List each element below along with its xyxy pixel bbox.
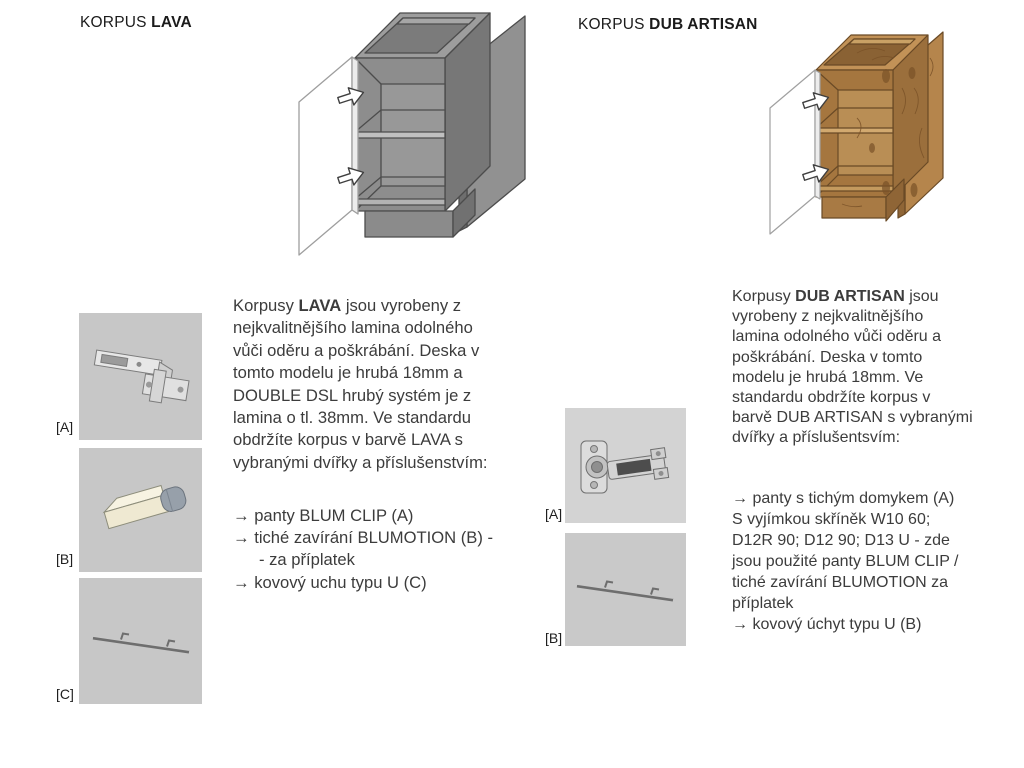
blumotion-damper-icon	[79, 448, 202, 572]
left-bullet-2-cont: - za příplatek	[259, 550, 355, 570]
right-bullet-list	[732, 488, 959, 635]
lava-open-door	[299, 57, 358, 255]
left-bullet-3: → kovový uchu typu U (C)	[233, 572, 427, 592]
right-description	[732, 287, 973, 449]
left-desc-line-2: nejkvalitnějšího lamina odolného	[233, 318, 473, 338]
left-bullet-2: → tiché zavírání BLUMOTION (B) -	[233, 528, 494, 548]
left-desc-post: jsou vyrobeny z	[341, 296, 462, 315]
right-title-bold: DUB ARTISAN	[649, 16, 758, 33]
right-desc-line-3: lamina odolného vůči oděru a	[732, 328, 942, 346]
right-desc-line-1	[732, 287, 973, 307]
dub-cabinet-body	[770, 32, 943, 234]
blum-clip-hinge-icon	[79, 313, 202, 440]
right-hardware-b-image	[565, 533, 686, 646]
right-bullet-1-cont-5: příplatek	[732, 595, 794, 612]
left-bullet-list	[233, 505, 493, 594]
left-hardware-b-label: [B]	[56, 551, 74, 567]
left-hardware-a-image	[79, 313, 202, 440]
right-desc-bold: DUB ARTISAN	[795, 288, 905, 305]
right-bullet-2: → kovový úchyt typu U (B)	[732, 616, 922, 633]
right-hardware-b-label: [B]	[545, 630, 563, 646]
right-desc-line-6: standardu obdržíte korpus v	[732, 389, 931, 407]
left-desc-line-5: DOUBLE DSL hrubý systém je z	[233, 385, 472, 405]
right-hardware-a-label: [A]	[545, 506, 563, 522]
metal-u-handle-icon	[565, 533, 686, 646]
left-title-bold: LAVA	[151, 14, 192, 31]
right-desc-line-4: poškrábání. Deska v tomto	[732, 348, 923, 366]
left-hardware-a-label: [A]	[56, 419, 74, 435]
left-description	[233, 295, 488, 474]
left-desc-line-1	[233, 295, 488, 317]
right-desc-pre: Korpusy	[732, 288, 796, 305]
lava-cabinet-body	[299, 13, 525, 255]
right-desc-line-8: dvířky a příslušentsvím:	[732, 429, 901, 447]
lava-cabinet-illustration	[285, 5, 530, 270]
left-hardware-c-image	[79, 578, 202, 704]
right-desc-post: jsou	[904, 288, 939, 305]
right-bullet-1-cont-1: S vyjímkou skříněk W10 60;	[732, 511, 931, 528]
left-bullet-1: → panty BLUM CLIP (A)	[233, 506, 414, 525]
right-desc-line-7: barvě DUB ARTISAN s vybranými	[732, 409, 973, 427]
right-section-title	[578, 16, 758, 34]
right-title-regular: KORPUS	[578, 16, 650, 33]
left-desc-bold: LAVA	[298, 296, 342, 315]
right-bullet-1-cont-3: jsou použité panty BLUM CLIP /	[732, 553, 959, 570]
right-desc-line-2: vyrobeny z nejkvalitnějšího	[732, 308, 924, 326]
left-desc-line-7: obdržíte korpus v barvě LAVA s	[233, 430, 463, 450]
left-desc-pre: Korpusy	[233, 296, 299, 315]
left-desc-line-3: vůči oděru a poškrábání. Deska v	[233, 340, 480, 360]
left-desc-line-4: tomto modelu je hrubá 18mm a	[233, 363, 463, 383]
right-desc-line-5: modelu je hrubá 18mm. Ve	[732, 368, 924, 386]
left-desc-line-8: vybranými dvířky a příslušenstvím:	[233, 452, 488, 472]
left-title-regular: KORPUS	[80, 14, 152, 31]
dub-open-door	[770, 70, 820, 234]
soft-close-hinge-icon	[565, 408, 686, 523]
left-desc-line-6: lamina o tl. 38mm. Ve standardu	[233, 408, 471, 428]
metal-u-handle-icon	[79, 578, 202, 704]
right-bullet-1: → panty s tichým domykem (A)	[732, 490, 955, 507]
left-hardware-c-label: [C]	[56, 686, 74, 702]
left-hardware-b-image	[79, 448, 202, 572]
right-hardware-a-image	[565, 408, 686, 523]
left-section-title	[80, 14, 192, 32]
right-bullet-1-cont-2: D12R 90; D12 90; D13 U - zde	[732, 532, 950, 549]
right-bullet-1-cont-4: tiché zavírání BLUMOTION za	[732, 574, 949, 591]
dub-artisan-cabinet-illustration	[762, 18, 1002, 258]
